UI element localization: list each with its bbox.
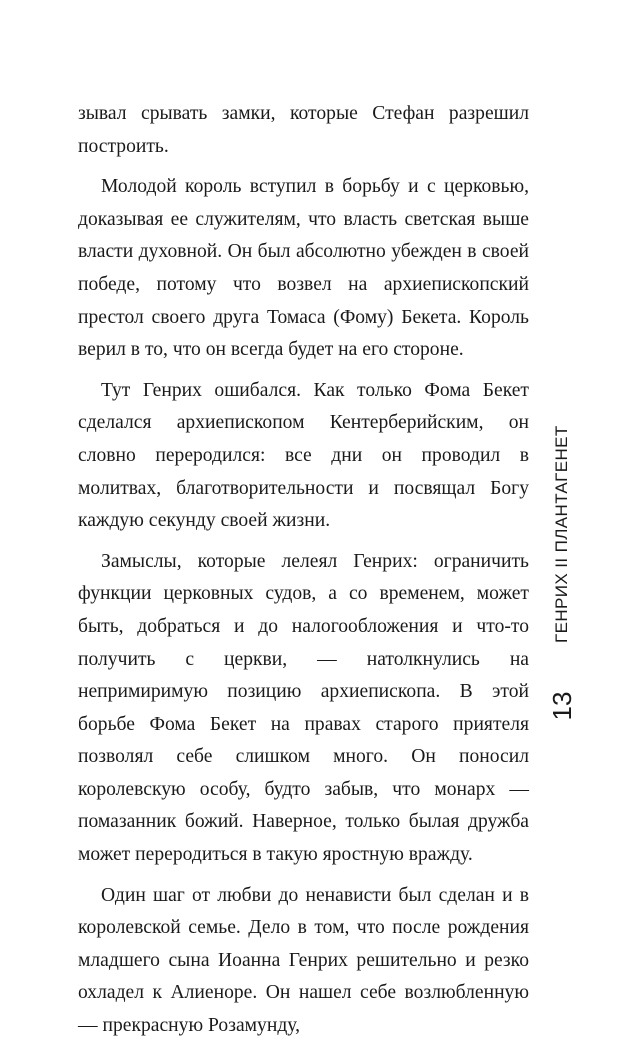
paragraph-continued: зывал срывать замки, которые Стефан разрешил построить. bbox=[78, 103, 529, 157]
paragraph: Молодой король вступил в борьбу и с церковью, доказывая ее служителям, что власть светская выше власти духовной. Он был абсолютно убежден в своей победе, потому что возвел на архиепископский престол своего друга Томаса (Фому) Бекета. Король верил в то, что он всегда будет на его стороне. bbox=[78, 176, 529, 361]
body-text bbox=[78, 98, 529, 1051]
page-number: 13 bbox=[547, 691, 577, 721]
paragraph: Один шаг от любви до ненависти был сделан и в королевской семье. Дело в том, что после рождения младшего сына Иоанна Генрих решительно и резко охладел к Алиеноре. Он нашел себе возлюбленную — прекрасную Розамунду, bbox=[78, 884, 529, 1037]
paragraph: Замыслы, которые лелеял Генрих: ограничить функции церковных судов, а со временем, может быть, добраться и до налогообложения и что-то получить с церкви, — натолкнулись на непримиримую позицию архиепископа. В этой борьбе Фома Бекет на правах старого приятеля позволял себе слишком много. Он поносил королевскую особу, будто забыв, что монарх — помазанник божий. Наверное, только былая дружба может переродиться в такую яростную вражду. bbox=[78, 550, 529, 866]
running-head: ГЕНРИХ II ПЛАНТАГЕНЕТ bbox=[552, 425, 571, 643]
paragraph: Тут Генрих ошибался. Как только Фома Бекет сделался архиепископом Кентерберийским, он словно переродился: все дни он проводил в молитвах, благотворительности и посвящал Богу каждую секунду своей жизни. bbox=[78, 379, 529, 532]
